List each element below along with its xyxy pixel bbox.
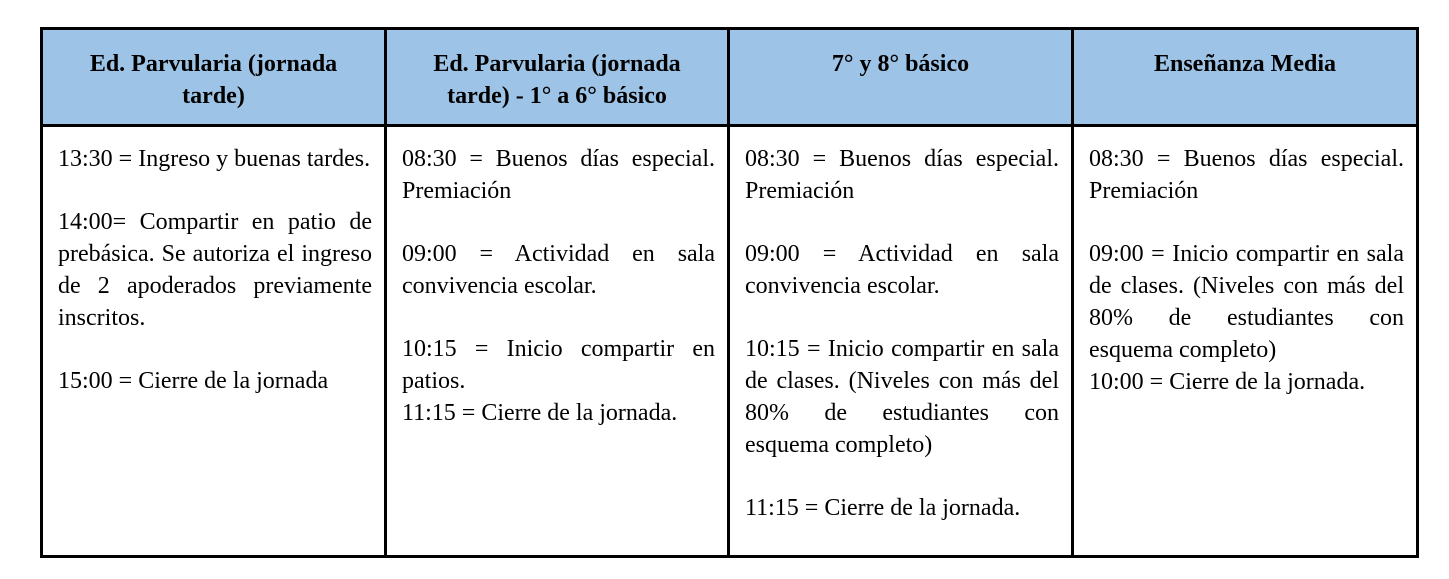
schedule-cell-parvularia-basico xyxy=(386,126,729,557)
schedule-entry: 11:15 = Cierre de la jornada. xyxy=(402,400,678,426)
schedule-entry: 09:00 = Actividad en sala convivencia escolar. xyxy=(402,241,715,299)
header-row xyxy=(42,29,1418,126)
schedule-entry: 09:00 = Actividad en sala convivencia escolar. xyxy=(745,241,1059,299)
schedule-entry: 09:00 = Inicio compartir en sala de clases. (Niveles con más del 80% de estudiantes con esquema completo) xyxy=(1089,241,1404,363)
schedule-row xyxy=(42,126,1418,557)
schedule-cell-7-8-basico xyxy=(729,126,1073,557)
schedule-table xyxy=(40,27,1419,558)
schedule-entry: 14:00= Compartir en patio de prebásica. Se autoriza el ingreso de 2 apoderados previamente inscritos. xyxy=(58,209,372,331)
schedule-entry: 11:15 = Cierre de la jornada. xyxy=(745,495,1021,521)
column-header-7-8-basico: 7° y 8° básico xyxy=(729,29,1073,126)
schedule-entry: 10:15 = Inicio compartir en patios. xyxy=(402,336,715,394)
column-header-parvularia-basico: Ed. Parvularia (jornada tarde) - 1° a 6° básico xyxy=(386,29,729,126)
schedule-entry: 08:30 = Buenos días especial. Premiación xyxy=(402,146,715,204)
schedule-entry: 15:00 = Cierre de la jornada xyxy=(58,368,329,394)
schedule-entry: 08:30 = Buenos días especial. Premiación xyxy=(1089,146,1404,204)
schedule-cell-parvularia-tarde xyxy=(42,126,386,557)
schedule-entry: 13:30 = Ingreso y buenas tardes. xyxy=(58,146,371,172)
schedule-entry: 10:15 = Inicio compartir en sala de clases. (Niveles con más del 80% de estudiantes con esquema completo) xyxy=(745,336,1059,458)
schedule-entry: 08:30 = Buenos días especial. Premiación xyxy=(745,146,1059,204)
schedule-cell-ensenanza-media xyxy=(1073,126,1418,557)
schedule-entry: 10:00 = Cierre de la jornada. xyxy=(1089,369,1366,395)
column-header-parvularia-tarde: Ed. Parvularia (jornada tarde) xyxy=(42,29,386,126)
column-header-ensenanza-media: Enseñanza Media xyxy=(1073,29,1418,126)
